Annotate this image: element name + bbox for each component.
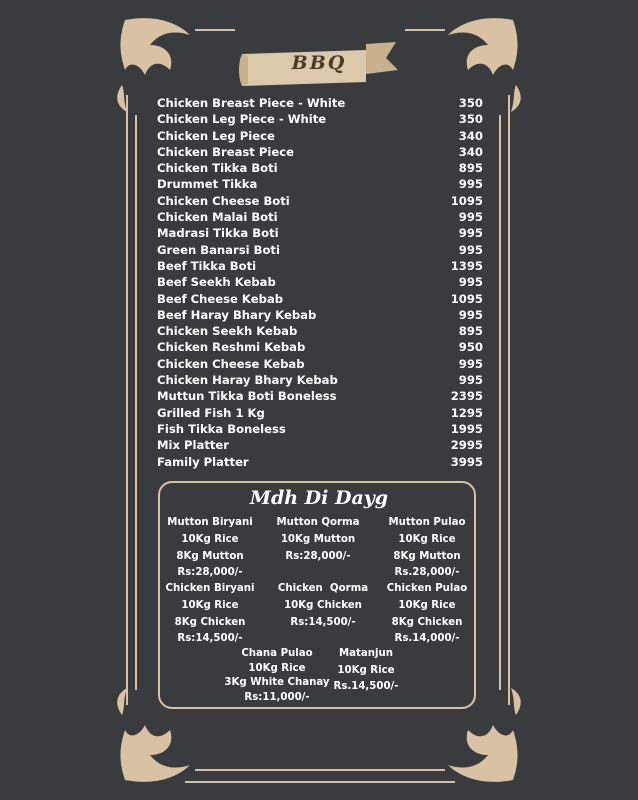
- dish-detail: 10Kg Rice: [248, 662, 306, 674]
- dish-detail: 8Kg Chicken: [174, 616, 246, 628]
- menu-item: [157, 454, 483, 470]
- menu-item-price: 340: [458, 144, 483, 159]
- menu-item: [157, 160, 483, 176]
- menu-item-price: 950: [458, 340, 483, 355]
- dish-chicken-qorma: [268, 581, 378, 631]
- dish-mutton-qorma: [263, 515, 373, 565]
- menu-item-name: Chicken Cheese Boti: [157, 193, 290, 208]
- menu-item-name: Green Banarsi Boti: [157, 242, 280, 257]
- menu-item-name: Chicken Cheese Kebab: [157, 356, 305, 371]
- menu-item-name: Fish Tikka Boneless: [157, 421, 286, 436]
- dish-detail: 8Kg Chicken: [391, 616, 463, 628]
- menu-item-price: 995: [458, 177, 483, 192]
- section-title: BBQ: [291, 52, 347, 74]
- menu-item-price: 1095: [450, 193, 483, 208]
- dish-matanjun: [311, 647, 421, 695]
- dish-price: Rs:28,000/-: [177, 567, 243, 579]
- dish-price: Rs:28,000/-: [285, 550, 351, 562]
- dish-detail: 10Kg Chicken: [284, 599, 362, 611]
- dish-detail: 3Kg White Chanay: [224, 677, 330, 689]
- menu-item: [157, 193, 483, 209]
- menu-item: [157, 372, 483, 388]
- dish-detail: 10Kg Rice: [181, 599, 239, 611]
- dish-price: Rs.14,500/-: [333, 681, 399, 693]
- menu-item: [157, 421, 483, 437]
- dish-detail: 8Kg Mutton: [393, 550, 461, 562]
- menu-item-name: Beef Seekh Kebab: [157, 275, 276, 290]
- menu-item: [157, 323, 483, 339]
- dish-chicken-biryani: [155, 581, 265, 648]
- menu-item-price: 1995: [450, 421, 483, 436]
- menu-item: [157, 225, 483, 241]
- menu-item-price: 1295: [450, 405, 483, 420]
- menu-item-name: Chicken Reshmi Kebab: [157, 340, 306, 355]
- menu-item-price: 340: [458, 128, 483, 143]
- dish-name: Matanjun: [338, 648, 393, 659]
- menu-item-price: 895: [458, 161, 483, 176]
- menu-item: [157, 209, 483, 225]
- menu-item-price: 995: [458, 226, 483, 241]
- menu-item-price: 350: [458, 96, 483, 110]
- menu-item-name: Beef Cheese Kebab: [157, 291, 283, 306]
- dish-detail: 10Kg Rice: [398, 599, 456, 611]
- menu-item-name: Chicken Malai Boti: [157, 210, 278, 225]
- menu-item: [157, 144, 483, 160]
- dish-name: Mutton Pulao: [388, 517, 466, 528]
- menu-item-price: 1395: [450, 258, 483, 273]
- menu-item-price: 2395: [450, 389, 483, 404]
- menu-item-price: 995: [458, 210, 483, 225]
- dish-chicken-pulao: [372, 581, 482, 648]
- menu-item-price: 350: [458, 112, 483, 127]
- menu-item-name: Chicken Haray Bhary Kebab: [157, 373, 338, 388]
- menu-item-name: Beef Tikka Boti: [157, 258, 257, 273]
- menu-item-name: Madrasi Tikka Boti: [157, 226, 279, 241]
- menu-item-price: 995: [458, 307, 483, 322]
- menu-item-price: 995: [458, 242, 483, 257]
- menu-item-name: Chicken Breast Piece: [157, 144, 294, 159]
- dish-name: Chicken Pulao: [386, 583, 468, 594]
- menu-item-name: Chicken Seekh Kebab: [157, 324, 298, 339]
- menu-item: [157, 388, 483, 404]
- dish-name: Mutton Biryani: [167, 517, 253, 528]
- menu-item: [157, 111, 483, 127]
- menu-item-price: 895: [458, 324, 483, 339]
- menu-item: [157, 437, 483, 453]
- menu-item-price: 1095: [450, 291, 483, 306]
- dish-detail: 10Kg Rice: [181, 533, 239, 545]
- menu-item: [157, 356, 483, 372]
- menu-item-price: 995: [458, 356, 483, 371]
- menu-item-name: Drummet Tikka: [157, 177, 258, 192]
- menu-item-price: 3995: [450, 454, 483, 469]
- menu-item: [157, 176, 483, 192]
- dish-detail: 10Kg Rice: [398, 533, 456, 545]
- menu-item-price: 995: [458, 275, 483, 290]
- menu-item-name: Beef Haray Bhary Kebab: [157, 307, 317, 322]
- menu-item: [157, 291, 483, 307]
- dish-detail: 10Kg Rice: [337, 664, 395, 676]
- dish-mutton-biryani: [155, 515, 265, 582]
- bbq-menu-list: [157, 95, 483, 470]
- menu-item: [157, 128, 483, 144]
- menu-item-name: Grilled Fish 1 Kg: [157, 405, 265, 420]
- dish-price: Rs.14,000/-: [394, 633, 460, 645]
- dish-price: Rs:14,500/-: [177, 633, 243, 645]
- dish-name: Chicken Qorma: [277, 583, 369, 594]
- menu-item-name: Mix Platter: [157, 438, 229, 453]
- menu-item: [157, 258, 483, 274]
- dish-name: Mutton Qorma: [276, 517, 360, 528]
- menu-item-name: Chicken Leg Piece: [157, 128, 275, 143]
- menu-item: [157, 242, 483, 258]
- menu-item: [157, 307, 483, 323]
- dish-detail: 10Kg Mutton: [280, 533, 356, 545]
- menu-item-name: Muttun Tikka Boti Boneless: [157, 389, 337, 404]
- menu-item-name: Chicken Leg Piece - White: [157, 112, 327, 127]
- menu-item: [157, 95, 483, 111]
- menu-item: [157, 274, 483, 290]
- menu-item: [157, 405, 483, 421]
- menu-item-name: Family Platter: [157, 454, 249, 469]
- menu-item: [157, 339, 483, 355]
- dish-detail: 8Kg Mutton: [176, 550, 244, 562]
- menu-item-price: 2995: [450, 438, 483, 453]
- dish-price: Rs:11,000/-: [244, 691, 310, 703]
- dayg-title: Mdh Di Dayg: [249, 487, 389, 509]
- dish-name: Chicken Biryani: [165, 583, 255, 594]
- dish-price: Rs.28,000/-: [394, 567, 460, 579]
- menu-item-name: Chicken Breast Piece - White: [157, 96, 346, 110]
- dish-mutton-pulao: [372, 515, 482, 582]
- menu-item-name: Chicken Tikka Boti: [157, 161, 278, 176]
- dish-name: Chana Pulao: [241, 648, 313, 659]
- menu-item-price: 995: [458, 373, 483, 388]
- dish-price: Rs:14,500/-: [290, 616, 356, 628]
